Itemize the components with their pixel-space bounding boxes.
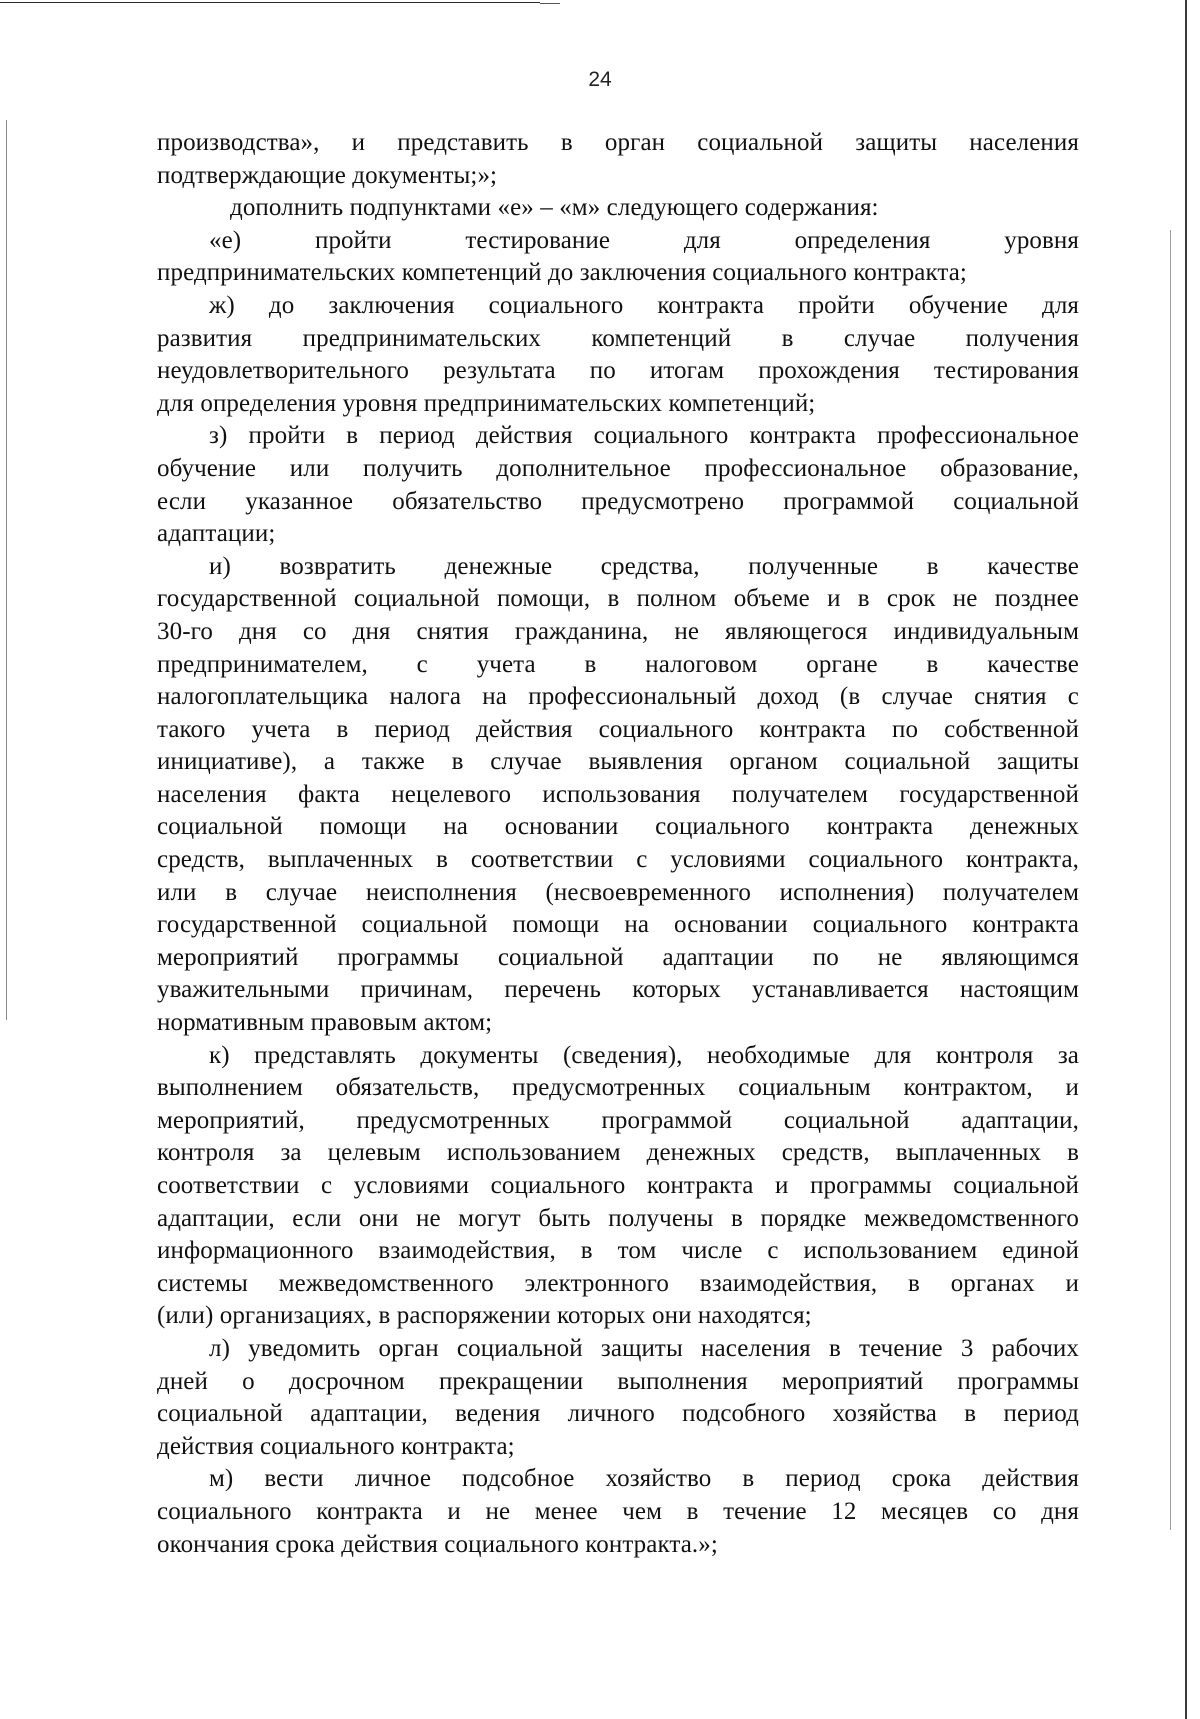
paragraph-item-e (157, 225, 1079, 290)
text-line: средств, выплаченных в соответствии с условиями социального контракта, (157, 846, 1079, 874)
text-line: 30-го дня со дня снятия гражданина, не являющегося индивидуальным (157, 617, 1079, 645)
text-line: уважительными причинам, перечень которых устанавливается настоящим (157, 976, 1079, 1004)
text-line: такого учета в период действия социального контракта по собственной (157, 715, 1079, 743)
text-line: если указанное обязательство предусмотрено программой социальной (157, 487, 1079, 515)
paragraph-continuation (157, 127, 1079, 192)
text-line: государственной социальной помощи на основании социального контракта (157, 911, 1079, 939)
text-line: адаптации, если они не могут быть получены в порядке межведомственного (157, 1204, 1079, 1232)
text-line: м) вести личное подсобное хозяйство в период срока действия (209, 1465, 1079, 1493)
text-line: подтверждающие документы;»; (157, 161, 498, 189)
scan-edge-top-fragment (540, 3, 560, 4)
text-line: контроля за целевым использованием денежных средств, выплаченных в (157, 1139, 1079, 1167)
text-line: обучение или получить дополнительное профессиональное образование, (157, 454, 1079, 482)
text-line: для определения уровня предпринимательских компетенций; (157, 389, 816, 417)
text-line: «е) пройти тестирование для определения уровня (209, 226, 1079, 254)
text-line: действия социального контракта; (157, 1432, 515, 1460)
scan-edge-left (6, 120, 7, 1020)
text-line: налогоплательщика налога на профессиональный доход (в случае снятия с (157, 683, 1079, 711)
text-line: соответствии с условиями социального контракта и программы социальной (157, 1172, 1079, 1199)
text-line: информационного взаимодействия, в том числе с использованием единой (157, 1237, 1079, 1265)
text-line: государственной социальной помощи, в полном объеме и в срок не позднее (157, 585, 1079, 613)
text-line: населения факта нецелевого использования получателем государственной (157, 780, 1079, 808)
text-line: социальной помощи на основании социального контракта денежных (157, 813, 1079, 841)
text-line: неудовлетворительного результата по итогам прохождения тестирования (157, 357, 1079, 385)
page-number: 24 (588, 68, 612, 91)
text-line: и) возвратить денежные средства, полученные в качестве (209, 552, 1079, 580)
text-line: з) пройти в период действия социального контракта профессиональное (209, 422, 1079, 450)
text-line: предпринимательских компетенций до заключения социального контракта; (157, 259, 967, 287)
text-line: к) представлять документы (сведения), необходимые для контроля за (209, 1041, 1079, 1069)
text-line: мероприятий программы социальной адаптации по не являющимся (157, 943, 1079, 971)
text-line: дополнить подпунктами «е» – «м» следующего содержания: (230, 194, 879, 222)
text-line: социальной адаптации, ведения личного подсобного хозяйства в период (157, 1400, 1079, 1428)
paragraph-item-l (157, 1333, 1079, 1463)
text-line: инициативе), а также в случае выявления органом социальной защиты (157, 748, 1079, 776)
text-line: окончания срока действия социального контракта.»; (157, 1530, 718, 1558)
paragraph-item-m (157, 1463, 1079, 1561)
text-line: социального контракта и не менее чем в течение 12 месяцев со дня (157, 1497, 1079, 1525)
text-line: системы межведомственного электронного взаимодействия, в органах и (157, 1269, 1079, 1297)
paragraph-item-zh (157, 290, 1079, 420)
text-line: адаптации; (157, 520, 276, 548)
paragraph-item-z (157, 420, 1079, 550)
paragraph-amendment-intro (157, 192, 1079, 225)
text-line: производства», и представить в орган социальной защиты населения (157, 129, 1079, 156)
text-line: (или) организациях, в распоряжении которых они находятся; (157, 1302, 812, 1330)
paragraph-item-i (157, 551, 1079, 1040)
text-line: развития предпринимательских компетенций в случае получения (157, 324, 1079, 352)
text-line: мероприятий, предусмотренных программой социальной адаптации, (157, 1106, 1079, 1134)
text-line: нормативным правовым актом; (157, 1009, 493, 1037)
text-line: дней о досрочном прекращении выполнения мероприятий программы (157, 1367, 1079, 1395)
text-line: предпринимателем, с учета в налоговом органе в качестве (157, 650, 1079, 678)
text-line: выполнением обязательств, предусмотренных социальным контрактом, и (157, 1074, 1079, 1102)
document-body (157, 127, 1079, 1561)
scan-edge-top (0, 2, 540, 3)
scan-edge-right-inner (1170, 230, 1171, 1530)
scan-edge-right (1185, 0, 1187, 1719)
paragraph-item-k (157, 1040, 1079, 1333)
text-line: ж) до заключения социального контракта пройти обучение для (209, 291, 1079, 319)
text-line: л) уведомить орган социальной защиты населения в течение 3 рабочих (209, 1334, 1079, 1362)
text-line: или в случае неисполнения (несвоевременного исполнения) получателем (157, 878, 1079, 906)
